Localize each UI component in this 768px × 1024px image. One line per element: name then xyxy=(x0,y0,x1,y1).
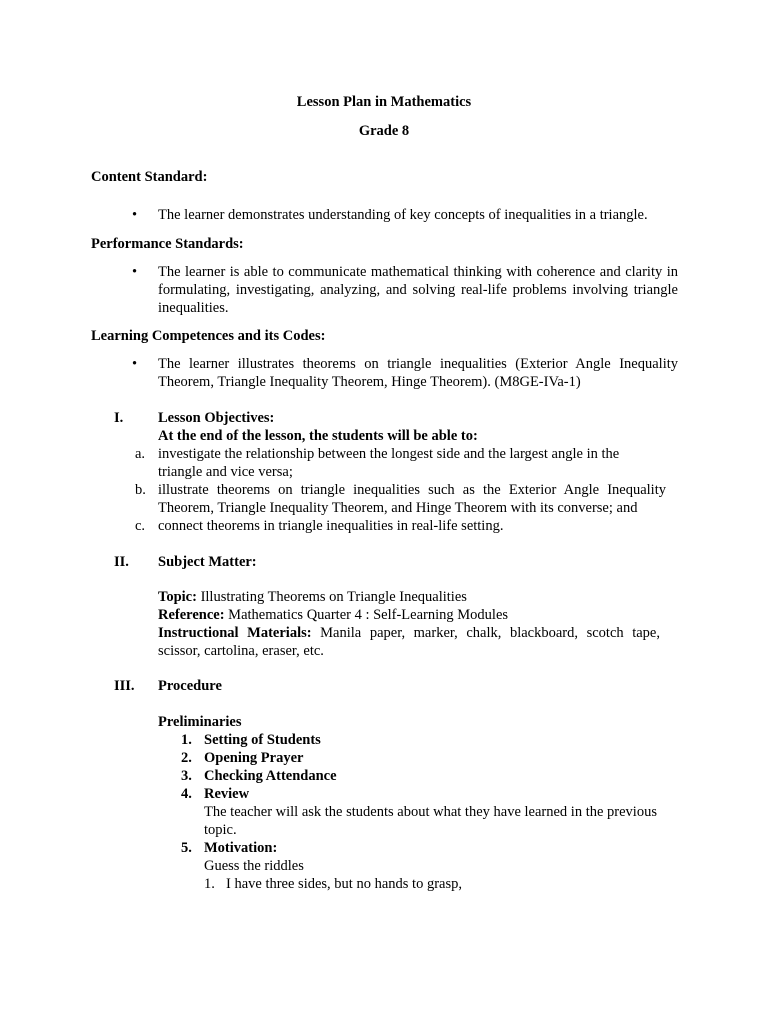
step-label: Opening Prayer xyxy=(204,750,304,766)
step-number: 3. xyxy=(181,768,192,784)
objective-text: investigate the relationship between the longest side and the largest angle in the triangle and vice versa; xyxy=(158,446,620,480)
topic-label: Topic: xyxy=(158,589,197,605)
preliminaries-heading: Preliminaries xyxy=(158,714,242,730)
section-numeral: I. xyxy=(114,410,124,426)
motivation-text: Guess the riddles xyxy=(204,858,304,874)
reference-line xyxy=(158,606,678,624)
section-numeral: II. xyxy=(114,554,129,570)
section-numeral: III. xyxy=(114,678,135,694)
learning-competences-text: The learner illustrates theorems on triangle inequalities (Exterior Angle Inequality Theorem, Triangle Inequality Theorem, Hinge Theorem). (M8GE-IVa-1) xyxy=(158,356,678,390)
step-label: Setting of Students xyxy=(204,732,321,748)
objective-letter: a. xyxy=(135,446,146,462)
objective-text: illustrate theorems on triangle inequalities such as the Exterior Angle Inequality Theorem, Triangle Inequality Theorem, and Hinge Theorem with its converse; and xyxy=(158,482,666,516)
step-number: 2. xyxy=(181,750,192,766)
riddle-text: I have three sides, but no hands to grasp, xyxy=(226,876,462,892)
topic-line xyxy=(158,588,678,606)
performance-standards-heading: Performance Standards: xyxy=(91,236,244,252)
reference-value: Mathematics Quarter 4 : Self-Learning Modules xyxy=(224,607,509,623)
procedure-heading: Procedure xyxy=(158,678,222,694)
lesson-objectives-subheading: At the end of the lesson, the students will be able to: xyxy=(158,428,478,444)
bullet-icon: • xyxy=(132,264,138,280)
step-label: Review xyxy=(204,786,250,802)
step-label: Checking Attendance xyxy=(204,768,337,784)
content-standard-heading: Content Standard: xyxy=(91,169,208,185)
lesson-objectives-heading: Lesson Objectives: xyxy=(158,410,275,426)
performance-standards-text: The learner is able to communicate mathematical thinking with coherence and clarity in formulating, investigating, analyzing, and solving real-life problems involving triangle inequalities. xyxy=(158,264,678,316)
objective-letter: c. xyxy=(135,518,146,534)
bullet-icon: • xyxy=(132,356,138,372)
step-number: 4. xyxy=(181,786,192,802)
materials-label: Instructional Materials: xyxy=(158,625,312,641)
step-number: 5. xyxy=(181,840,192,856)
riddle-number: 1. xyxy=(204,876,215,892)
document-grade: Grade 8 xyxy=(358,123,410,139)
objective-letter: b. xyxy=(135,482,146,498)
content-standard-text: The learner demonstrates understanding of key concepts of inequalities in a triangle. xyxy=(158,207,648,223)
subject-matter-heading: Subject Matter: xyxy=(158,554,257,570)
document-title: Lesson Plan in Mathematics xyxy=(296,94,472,110)
reference-label: Reference: xyxy=(158,607,225,623)
bullet-icon: • xyxy=(132,207,138,223)
step-label: Motivation: xyxy=(204,840,278,856)
objective-text: connect theorems in triangle inequalities in real-life setting. xyxy=(158,518,504,534)
learning-competences-heading: Learning Competences and its Codes: xyxy=(91,328,326,344)
materials-line xyxy=(158,624,660,660)
topic-value: Illustrating Theorems on Triangle Inequalities xyxy=(196,589,467,605)
materials-value: Manila paper, marker, chalk, blackboard, scotch tape, scissor, cartolina, eraser, etc. xyxy=(158,625,660,659)
step-number: 1. xyxy=(181,732,192,748)
review-text: The teacher will ask the students about what they have learned in the previous topic. xyxy=(204,804,657,838)
